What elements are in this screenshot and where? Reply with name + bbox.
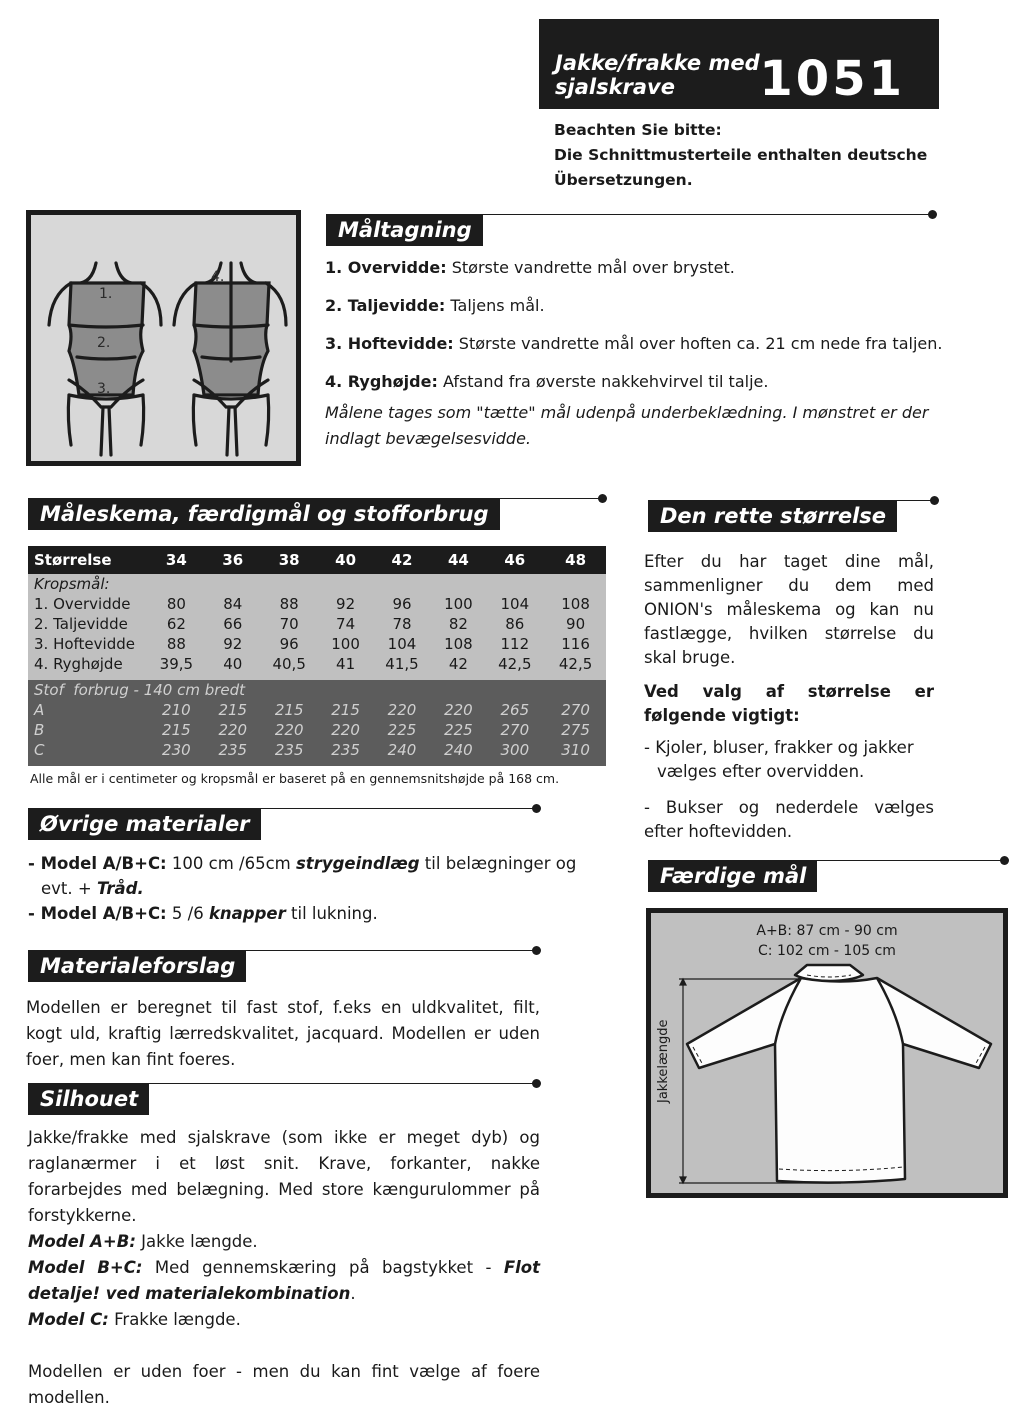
cell: 108 [432,634,484,654]
section-divider [149,1083,536,1084]
right-size-bullet: - Bukser og nederdele vælges efter hoftevidden. [644,798,934,841]
row-label: 2. Taljevidde [28,614,146,634]
section-divider [483,214,932,215]
cell: 112 [484,634,545,654]
measurement-item: 2. Taljevidde: Taljens mål. [325,296,545,315]
cell: 88 [146,634,207,654]
section-header-size-chart [28,496,602,530]
figure-label-4: 4. [211,269,225,285]
cell: 39,5 [146,654,207,674]
column-header: 44 [432,546,484,574]
section-divider [500,498,602,499]
silhouette-description: Jakke/frakke med sjalskrave (som ikke er meget dyb) og raglanærmer i et løst snit. Krave, forkanter, nakke forarbejdes med belægning. Med store kængurulommer på forstykkerne. [28,1128,540,1225]
figure-label-1: 1. [99,286,113,302]
table-row [28,740,606,766]
row-label: 3. Hoftevidde [28,634,146,654]
table-row [28,700,606,720]
column-header: 38 [259,546,320,574]
cell: 116 [545,634,606,654]
cell: 86 [484,614,545,634]
other-materials-list [28,851,588,926]
column-header: Størrelse [28,546,146,574]
model-c-line: Model C: Frakke længde. [28,1310,241,1329]
table-row [28,654,606,674]
cell: 215 [207,700,259,720]
column-header: 42 [372,546,433,574]
model-ab-line: Model A+B: Jakke længde. [28,1232,258,1251]
section-title: Øvrige materialer [28,808,261,840]
cell: 235 [320,740,372,766]
cell: 41,5 [372,654,433,674]
section-header-finished [648,858,1004,892]
cell: 220 [432,700,484,720]
pattern-number: 1051 [759,51,905,107]
material-suggestion-text: Modellen er beregnet til fast stof, f.eks en uldkvalitet, filt, kogt uld, kraftig lærredskvalitet, jacquard. Modellen er uden foer, men kan fint foeres. [26,998,540,1069]
cell: 300 [484,740,545,766]
notice-line: Beachten Sie bitte: [554,121,722,139]
section-title: Færdige mål [648,860,817,892]
cell: 104 [484,594,545,614]
cell: 108 [545,594,606,614]
right-size-paragraph: Efter du har taget dine mål, sammenligner du dem med ONION's måleskema og kan nu fastlægge, hvilken størrelse du skal bruge. [644,552,934,667]
cell: 90 [545,614,606,634]
cell: 220 [259,720,320,740]
body-silhouettes-icon [31,215,296,461]
silhouette-text [28,1125,540,1411]
table-row [28,594,606,614]
german-notice [554,118,927,193]
title-line-2: sjalskrave [555,75,675,99]
row-label: A [28,700,146,720]
section-divider [897,500,934,501]
measurement-note: Målene tages som "tætte" mål udenpå underbeklædning. I mønstret er der indlagt bevægelsesvidde. [325,403,929,448]
caption-line: C: 102 cm - 105 cm [758,943,896,959]
cell: 265 [484,700,545,720]
cell: 78 [372,614,433,634]
pattern-title-block [539,19,939,109]
cell: 225 [372,720,433,740]
row-label: C [28,740,146,766]
cell: 215 [259,700,320,720]
cell: 100 [432,594,484,614]
model-bc-line: Model B+C: Med gennemskæring på bagstykket - Flot detalje! ved materialekombination. [28,1258,540,1303]
cell: 235 [259,740,320,766]
cell: 92 [207,634,259,654]
column-header: 40 [320,546,372,574]
caption-line: A+B: 87 cm - 90 cm [756,923,898,939]
cell: 41 [320,654,372,674]
row-label: 1. Overvidde [28,594,146,614]
material-line: - Model A/B+C: 100 cm /65cm strygeindlæg til belægninger og [28,854,577,873]
cell: 42 [432,654,484,674]
column-header: 36 [207,546,259,574]
cell: 100 [320,634,372,654]
column-header: 46 [484,546,545,574]
cell: 215 [146,720,207,740]
figure-label-2: 2. [97,335,111,351]
table-subheader-row [28,574,606,594]
cell: 42,5 [545,654,606,674]
pattern-title [555,51,775,99]
section-title: Måleskema, færdigmål og stofforbrug [28,498,500,530]
jacket-length-label: Jakkelængde [656,1019,671,1103]
size-chart-note: Alle mål er i centimeter og kropsmål er baseret på en gennemsnitshøjde på 168 cm. [30,771,560,786]
section-divider [246,950,536,951]
right-size-bullet: - Kjoler, bluser, frakker og jakker vælges efter overvidden. [644,738,914,781]
cell: 88 [259,594,320,614]
section-title: Måltagning [326,214,483,246]
table-row [28,614,606,634]
cell: 70 [259,614,320,634]
section-title: Silhouet [28,1083,149,1115]
column-header: 48 [545,546,606,574]
right-size-important: Ved valg af størrelse er følgende vigtigt: [644,682,934,725]
section-title: Materialeforslag [28,950,246,982]
body-measurements-label: Kropsmål: [28,574,606,594]
fabric-usage-label: Stof forbrug - 140 cm bredt [28,680,606,700]
section-header-right-size [648,498,934,532]
measurement-instructions [325,258,950,452]
measurement-item: 3. Hoftevidde: Største vandrette mål over hoften ca. 21 cm nede fra taljen. [325,334,943,353]
table-row [28,720,606,740]
cell: 62 [146,614,207,634]
cell: 80 [146,594,207,614]
size-chart-table [28,546,606,766]
material-line: - Model A/B+C: 5 /6 knapper til lukning. [28,904,378,923]
column-header: 34 [146,546,207,574]
body-measurement-figure [26,210,301,466]
material-line: evt. + Tråd. [41,879,144,898]
cell: 225 [432,720,484,740]
cell: 310 [545,740,606,766]
cell: 40 [207,654,259,674]
cell: 42,5 [484,654,545,674]
notice-line: Die Schnittmusterteile enthalten deutsche [554,146,928,164]
section-header-material-suggestion [28,948,536,982]
figure-label-3: 3. [97,381,111,397]
measurement-item: 1. Overvidde: Største vandrette mål over brystet. [325,258,735,277]
cell: 40,5 [259,654,320,674]
section-divider [817,860,1004,861]
title-line-1: Jakke/frakke med [555,51,760,75]
measurement-item: 4. Ryghøjde: Afstand fra øverste nakkehvirvel til talje. [325,372,769,391]
cell: 66 [207,614,259,634]
cell: 235 [207,740,259,766]
table-subheader-row [28,680,606,700]
cell: 270 [545,700,606,720]
cell: 230 [146,740,207,766]
cell: 96 [372,594,433,614]
jacket-outline-icon [651,913,1003,1193]
cell: 240 [372,740,433,766]
cell: 74 [320,614,372,634]
section-header-measuring [326,212,932,246]
cell: 92 [320,594,372,614]
cell: 220 [207,720,259,740]
cell: 240 [432,740,484,766]
section-header-silhouette [28,1081,536,1115]
table-row [28,634,606,654]
right-size-text [644,550,934,844]
cell: 82 [432,614,484,634]
cell: 84 [207,594,259,614]
cell: 220 [372,700,433,720]
cell: 215 [320,700,372,720]
cell: 275 [545,720,606,740]
finished-measurements-figure [646,908,1008,1198]
section-divider [261,808,536,809]
cell: 96 [259,634,320,654]
row-label: B [28,720,146,740]
cell: 104 [372,634,433,654]
notice-line: Übersetzungen. [554,171,693,189]
section-header-other-materials [28,806,536,840]
cell: 220 [320,720,372,740]
lining-note: Modellen er uden foer - men du kan fint vælge af foere modellen. [28,1362,540,1407]
cell: 270 [484,720,545,740]
row-label: 4. Ryghøjde [28,654,146,674]
section-title: Den rette størrelse [648,500,897,532]
cell: 210 [146,700,207,720]
table-header-row [28,546,606,574]
